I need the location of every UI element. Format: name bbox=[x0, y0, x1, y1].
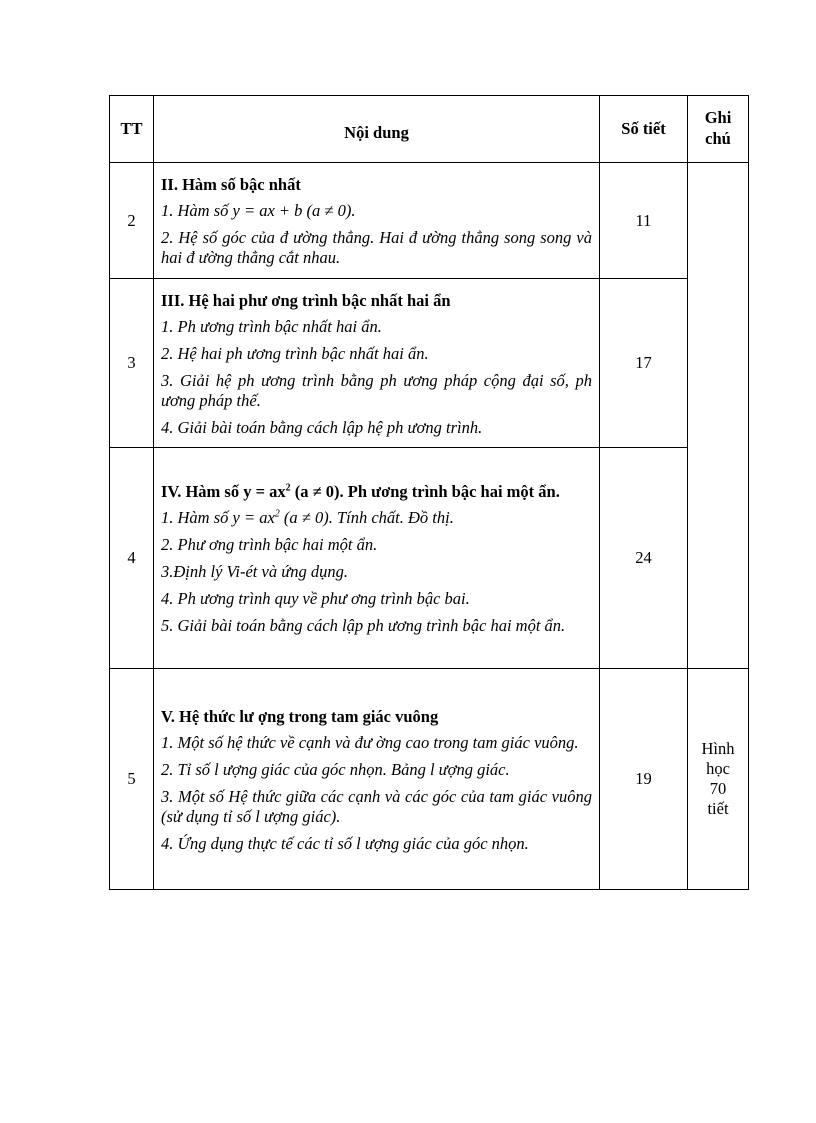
list-item: 4. Ứng dụng thực tế các tỉ số l ượng giác của góc nhọn. bbox=[161, 833, 529, 853]
row-periods: 11 bbox=[600, 163, 688, 279]
list-item: 3. Giải hệ ph ương trình bằng ph ương pháp cộng đại số, ph ương pháp thế. bbox=[161, 370, 592, 410]
note-text: Hình học 70 tiết bbox=[701, 739, 735, 818]
table-row bbox=[110, 669, 749, 890]
table-row bbox=[110, 163, 749, 279]
row-periods: 19 bbox=[600, 669, 688, 890]
list-item: 2. Tỉ số l ượng giác của góc nhọn. Bảng l ượng giác. bbox=[161, 759, 510, 779]
row-note bbox=[688, 669, 749, 890]
header-tt: TT bbox=[110, 96, 154, 163]
list-item bbox=[161, 508, 592, 528]
row-content bbox=[154, 279, 600, 448]
row-periods: 17 bbox=[600, 279, 688, 448]
section-title bbox=[161, 481, 592, 502]
title-part: IV. Hàm số y = ax bbox=[161, 482, 286, 501]
row-number: 4 bbox=[110, 448, 154, 669]
row-periods: 24 bbox=[600, 448, 688, 669]
item-part: 1. Hàm số y = ax bbox=[161, 508, 275, 527]
section-title: V. Hệ thức lư ợng trong tam giác vuông bbox=[161, 706, 439, 726]
row-number: 2 bbox=[110, 163, 154, 279]
list-item: 1. Hàm số y = ax + b (a ≠ 0). bbox=[161, 201, 356, 220]
list-item: 1. Ph ương trình bậc nhất hai ẩn. bbox=[161, 316, 382, 336]
list-item: 1. Một số hệ thức về cạnh và đư ờng cao trong tam giác vuông. bbox=[161, 732, 579, 752]
item-part: (a ≠ 0). Tính chất. Đồ thị. bbox=[279, 508, 454, 527]
row-number: 5 bbox=[110, 669, 154, 890]
list-item: 4. Ph ương trình quy về phư ơng trình bậc bai. bbox=[161, 589, 470, 608]
list-item: 4. Giải bài toán bằng cách lập hệ ph ương trình. bbox=[161, 417, 483, 437]
header-periods: Số tiết bbox=[600, 96, 688, 163]
row-content bbox=[154, 163, 600, 279]
row-note-empty bbox=[688, 163, 749, 669]
list-item: 3.Định lý Vi-ét và ứng dụng. bbox=[161, 562, 348, 581]
row-number: 3 bbox=[110, 279, 154, 448]
section-title: III. Hệ hai phư ơng trình bậc nhất hai ẩn bbox=[161, 290, 451, 310]
section-title: II. Hàm số bậc nhất bbox=[161, 175, 301, 194]
superscript: 2 bbox=[274, 508, 280, 520]
list-item: 2. Hệ số góc của đ ường thẳng. Hai đ ường thẳng song song và hai đ ường thẳng cắt nhau. bbox=[161, 228, 592, 267]
list-item: 2. Hệ hai ph ương trình bậc nhất hai ẩn. bbox=[161, 343, 429, 363]
table-header-row bbox=[110, 96, 749, 163]
curriculum-table bbox=[109, 95, 749, 890]
list-item: 3. Một số Hệ thức giữa các cạnh và các góc của tam giác vuông (sử dụng tỉ số l ượng giác). bbox=[161, 786, 592, 826]
table-row bbox=[110, 448, 749, 669]
title-part: (a ≠ 0). Ph ương trình bậc hai một ẩn. bbox=[290, 482, 560, 501]
row-content bbox=[154, 448, 600, 669]
list-item: 2. Phư ơng trình bậc hai một ẩn. bbox=[161, 535, 378, 554]
superscript: 2 bbox=[285, 482, 291, 494]
table-row bbox=[110, 279, 749, 448]
header-content: Nội dung bbox=[154, 96, 600, 163]
row-content bbox=[154, 669, 600, 890]
list-item: 5. Giải bài toán bằng cách lập ph ương trình bậc hai một ẩn. bbox=[161, 616, 566, 635]
header-note: Ghi chú bbox=[688, 96, 749, 163]
